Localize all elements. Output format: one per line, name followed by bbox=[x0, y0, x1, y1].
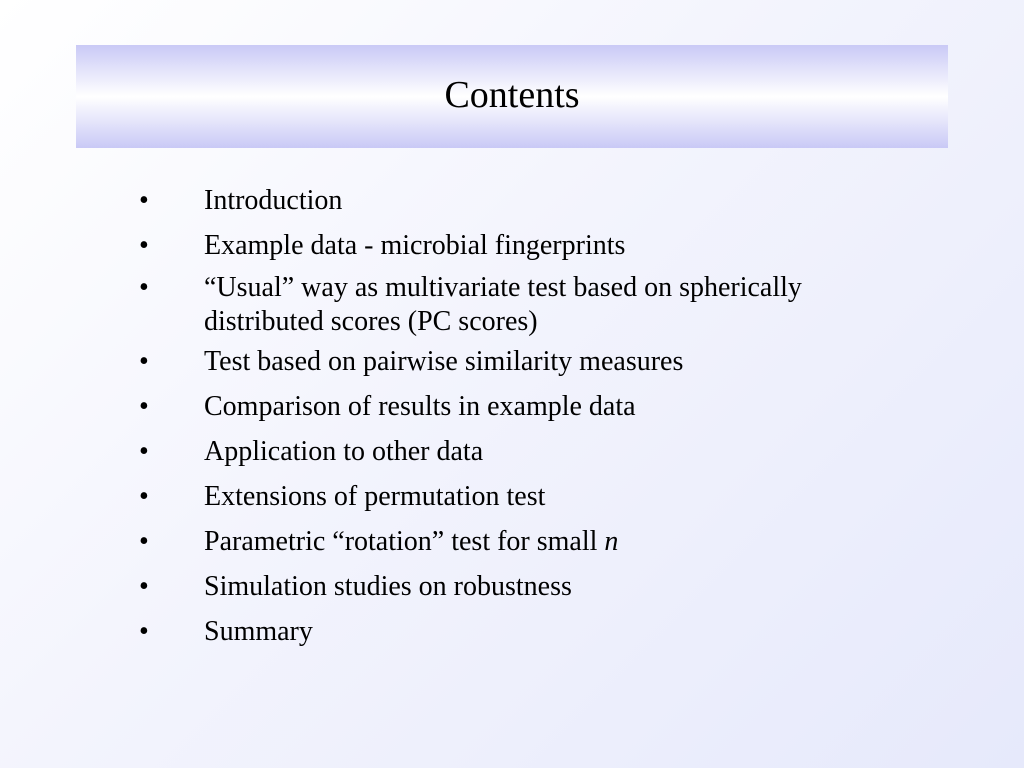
bullet-icon: • bbox=[139, 230, 149, 261]
slide-title: Contents bbox=[444, 74, 580, 116]
list-item-text: Introduction bbox=[204, 185, 343, 216]
list-item-text: Simulation studies on robustness bbox=[204, 571, 572, 602]
list-item-text: Example data - microbial fingerprints bbox=[204, 230, 626, 261]
bullet-icon: • bbox=[139, 526, 149, 557]
list-item-text bbox=[204, 525, 824, 559]
bullet-icon: • bbox=[139, 391, 149, 422]
list-item-text: Test based on pairwise similarity measures bbox=[204, 346, 684, 377]
bullet-icon: • bbox=[139, 436, 149, 467]
list-item-text: “Usual” way as multivariate test based on spherically distributed scores (PC scores) bbox=[204, 272, 802, 337]
list-item-text-main: Parametric “rotation” test for small bbox=[204, 526, 605, 557]
bullet-icon: • bbox=[139, 571, 149, 602]
list-item-text: Comparison of results in example data bbox=[204, 391, 636, 422]
list-item-text: Extensions of permutation test bbox=[204, 481, 546, 512]
bullet-icon: • bbox=[139, 481, 149, 512]
bullet-icon: • bbox=[139, 616, 149, 647]
bullet-icon: • bbox=[139, 272, 149, 303]
list-item-text: Application to other data bbox=[204, 436, 484, 467]
bullet-icon: • bbox=[139, 346, 149, 377]
bullet-icon: • bbox=[139, 185, 149, 216]
list-item-text: Summary bbox=[204, 616, 313, 647]
list-item-text-italic: n bbox=[604, 526, 619, 557]
